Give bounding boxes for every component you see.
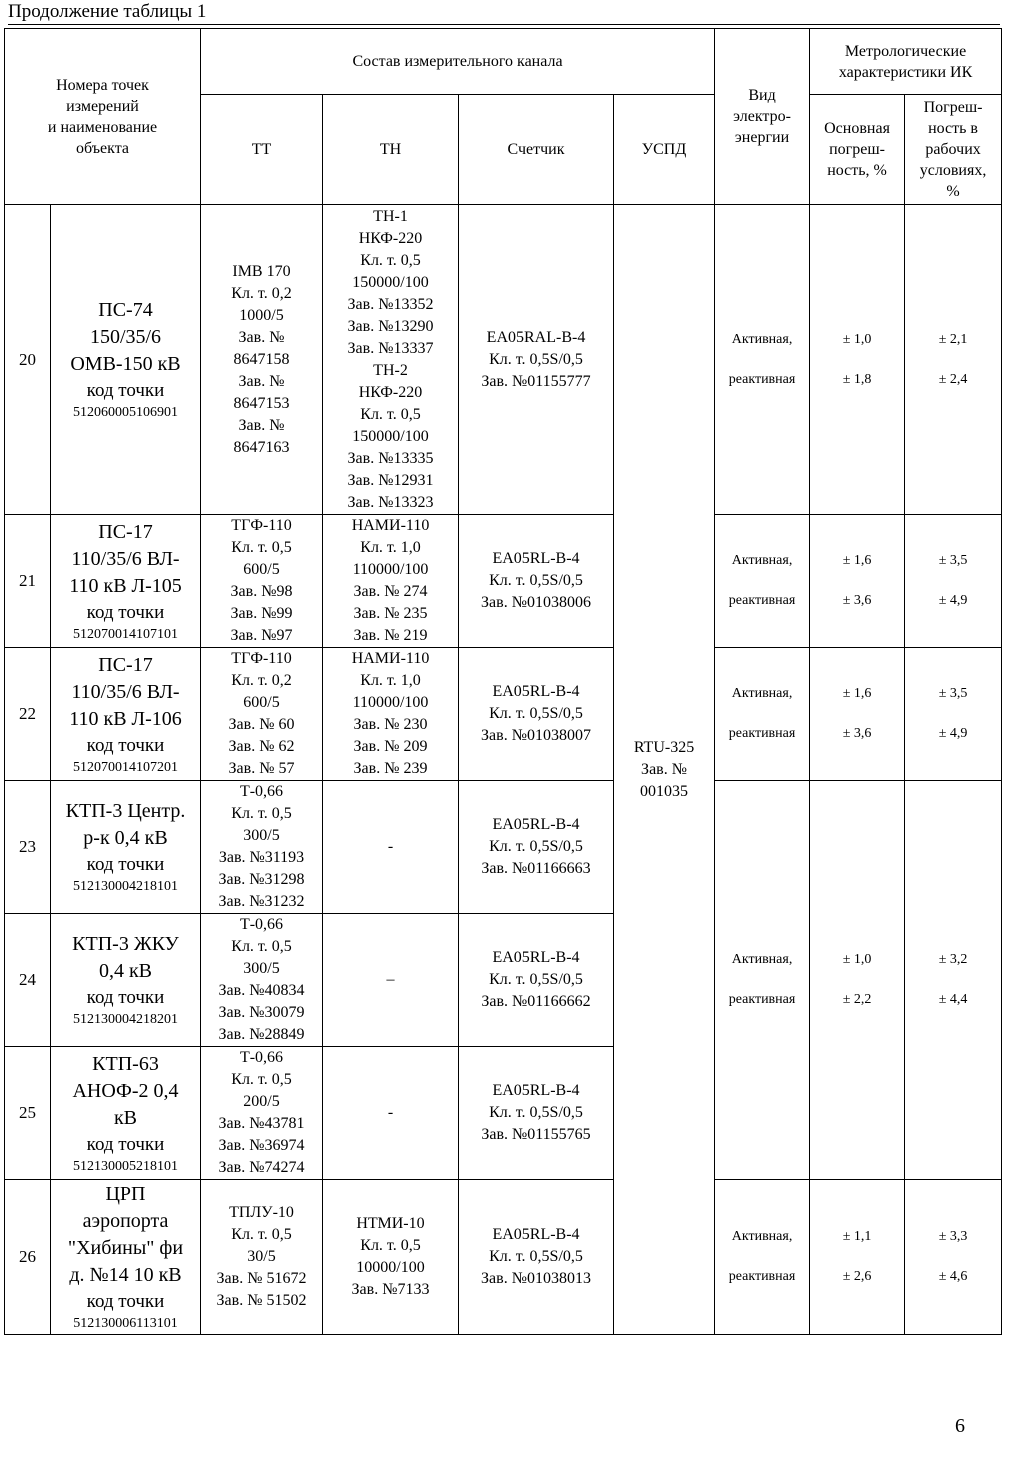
object-name: ПС-17 110/35/6 ВЛ- 110 кВ Л-106 bbox=[69, 653, 182, 730]
table-row bbox=[5, 1180, 1002, 1335]
object-cell bbox=[51, 1047, 201, 1180]
object-cell bbox=[51, 1180, 201, 1335]
tn-cell: - bbox=[323, 781, 459, 914]
object-cell bbox=[51, 914, 201, 1047]
tn-cell: НАМИ-110 Кл. т. 1,0 110000/100 Зав. № 230 Зав. № 209 Зав. № 239 bbox=[323, 648, 459, 781]
code-label: код точки bbox=[86, 987, 165, 1008]
code-label: код точки bbox=[86, 1133, 165, 1155]
table-row bbox=[5, 515, 1002, 648]
header-basic-error-text: Основная погреш- ность, % bbox=[824, 120, 890, 179]
meter-cell: EA05RL-B-4 Кл. т. 0,5S/0,5 Зав. №01166662 bbox=[459, 914, 614, 1047]
energy-cell: Активная, реактивная bbox=[715, 1180, 810, 1335]
header-metro-text: Метрологические характеристики ИК bbox=[838, 42, 973, 81]
table-caption: Продолжение таблицы 1 bbox=[8, 1, 207, 22]
meter-cell: EA05RL-B-4 Кл. т. 0,5S/0,5 Зав. №01166663 bbox=[459, 781, 614, 914]
meter-cell: EA05RL-B-4 Кл. т. 0,5S/0,5 Зав. №01038006 bbox=[459, 515, 614, 648]
header-tn: ТН bbox=[323, 95, 459, 205]
energy-cell: Активная, реактивная bbox=[715, 205, 810, 515]
row-number: 21 bbox=[5, 515, 51, 648]
work-error-cell: ± 3,3 ± 4,6 bbox=[905, 1180, 1002, 1335]
tt-cell: ТГФ-110 Кл. т. 0,5 600/5 Зав. №98 Зав. №99 Зав. №97 bbox=[201, 515, 323, 648]
header-points bbox=[5, 29, 201, 205]
point-code: 512130004218201 bbox=[73, 1012, 178, 1027]
uspd-cell: RTU-325 Зав. № 001035 bbox=[614, 205, 715, 1335]
header-uspd: УСПД bbox=[614, 95, 715, 205]
row-number: 22 bbox=[5, 648, 51, 781]
header-work-error bbox=[905, 95, 1002, 205]
measurement-table bbox=[4, 28, 1002, 1335]
code-label: код точки bbox=[86, 380, 165, 401]
row-number: 20 bbox=[5, 205, 51, 515]
tt-cell: Т-0,66 Кл. т. 0,5 300/5 Зав. №31193 Зав. №31298 Зав. №31232 bbox=[201, 781, 323, 914]
point-code: 512070014107101 bbox=[73, 626, 178, 642]
code-label: код точки bbox=[86, 601, 165, 623]
work-error-cell: ± 3,5 ± 4,9 bbox=[905, 515, 1002, 648]
table-row bbox=[5, 205, 1002, 515]
tn-cell: НАМИ-110 Кл. т. 1,0 110000/100 Зав. № 274 Зав. № 235 Зав. № 219 bbox=[323, 515, 459, 648]
header-energy bbox=[715, 29, 810, 205]
basic-error-cell: ± 1,0 ± 2,2 bbox=[810, 781, 905, 1180]
point-code: 512130005218101 bbox=[73, 1158, 178, 1174]
tt-cell: Т-0,66 Кл. т. 0,5 300/5 Зав. №40834 Зав. №30079 Зав. №28849 bbox=[201, 914, 323, 1047]
header-energy-text: Вид электро- энергии bbox=[733, 87, 791, 146]
object-cell bbox=[51, 515, 201, 648]
tt-cell: Т-0,66 Кл. т. 0,5 200/5 Зав. №43781 Зав. №36974 Зав. №74274 bbox=[201, 1047, 323, 1180]
meter-cell: EA05RL-B-4 Кл. т. 0,5S/0,5 Зав. №01038007 bbox=[459, 648, 614, 781]
table-row bbox=[5, 781, 1002, 914]
object-cell bbox=[51, 205, 201, 515]
work-error-cell: ± 2,1 ± 2,4 bbox=[905, 205, 1002, 515]
table-row bbox=[5, 648, 1002, 781]
meter-cell: EA05RAL-B-4 Кл. т. 0,5S/0,5 Зав. №01155777 bbox=[459, 205, 614, 515]
tn-cell: ТН-1 НКФ-220 Кл. т. 0,5 150000/100 Зав. №13352 Зав. №13290 Зав. №13337 ТН-2 НКФ-220 Кл. т. 0,5 150000/100 Зав. №13335 Зав. №12931 Зав. №13323 bbox=[323, 205, 459, 515]
energy-cell: Активная, реактивная bbox=[715, 515, 810, 648]
header-tt: ТТ bbox=[201, 95, 323, 205]
object-name: КТП-3 Центр. р-к 0,4 кВ bbox=[65, 800, 186, 849]
tn-cell: - bbox=[323, 1047, 459, 1180]
object-name: КТП-3 ЖКУ 0,4 кВ bbox=[72, 933, 179, 982]
meter-cell: EA05RL-B-4 Кл. т. 0,5S/0,5 Зав. №01155765 bbox=[459, 1047, 614, 1180]
object-cell bbox=[51, 648, 201, 781]
tt-cell: IMB 170 Кл. т. 0,2 1000/5 Зав. № 8647158 Зав. № 8647153 Зав. № 8647163 bbox=[201, 205, 323, 515]
point-code: 512130006113101 bbox=[73, 1316, 178, 1331]
page-number: 6 bbox=[955, 1415, 965, 1437]
tt-cell: ТПЛУ-10 Кл. т. 0,5 30/5 Зав. № 51672 Зав. № 51502 bbox=[201, 1180, 323, 1335]
basic-error-cell: ± 1,0 ± 1,8 bbox=[810, 205, 905, 515]
point-code: 512070014107201 bbox=[73, 759, 178, 775]
point-code: 512060005106901 bbox=[73, 405, 178, 420]
object-name: КТП-63 АНОФ-2 0,4 кВ bbox=[72, 1052, 179, 1129]
code-label: код точки bbox=[86, 1291, 165, 1312]
header-channel: Состав измерительного канала bbox=[201, 29, 715, 95]
object-cell bbox=[51, 781, 201, 914]
tn-cell: НТМИ-10 Кл. т. 0,5 10000/100 Зав. №7133 bbox=[323, 1180, 459, 1335]
basic-error-cell: ± 1,1 ± 2,6 bbox=[810, 1180, 905, 1335]
object-name: ЦРП аэропорта "Хибины" фи д. №14 10 кВ bbox=[67, 1183, 184, 1286]
header-basic-error bbox=[810, 95, 905, 205]
header-metro bbox=[810, 29, 1002, 95]
meter-cell: EA05RL-B-4 Кл. т. 0,5S/0,5 Зав. №01038013 bbox=[459, 1180, 614, 1335]
row-number: 26 bbox=[5, 1180, 51, 1335]
header-work-error-text: Погреш- ность в рабочих условиях, % bbox=[919, 99, 987, 200]
tt-cell: ТГФ-110 Кл. т. 0,2 600/5 Зав. № 60 Зав. № 62 Зав. № 57 bbox=[201, 648, 323, 781]
caption-rule bbox=[8, 24, 1000, 25]
row-number: 25 bbox=[5, 1047, 51, 1180]
work-error-cell: ± 3,2 ± 4,4 bbox=[905, 781, 1002, 1180]
code-label: код точки bbox=[86, 854, 165, 875]
point-code: 512130004218101 bbox=[73, 879, 178, 894]
object-name: ПС-74 150/35/6 ОМВ-150 кВ bbox=[70, 299, 181, 375]
code-label: код точки bbox=[86, 734, 165, 756]
basic-error-cell: ± 1,6 ± 3,6 bbox=[810, 515, 905, 648]
row-number: 24 bbox=[5, 914, 51, 1047]
basic-error-cell: ± 1,6 ± 3,6 bbox=[810, 648, 905, 781]
row-number: 23 bbox=[5, 781, 51, 914]
energy-cell: Активная, реактивная bbox=[715, 648, 810, 781]
object-name: ПС-17 110/35/6 ВЛ- 110 кВ Л-105 bbox=[69, 520, 182, 597]
header-points-text: Номера точек измерений и наименование объекта bbox=[47, 76, 158, 157]
work-error-cell: ± 3,5 ± 4,9 bbox=[905, 648, 1002, 781]
header-meter: Счетчик bbox=[459, 95, 614, 205]
tn-cell: – bbox=[323, 914, 459, 1047]
energy-cell: Активная, реактивная bbox=[715, 781, 810, 1180]
